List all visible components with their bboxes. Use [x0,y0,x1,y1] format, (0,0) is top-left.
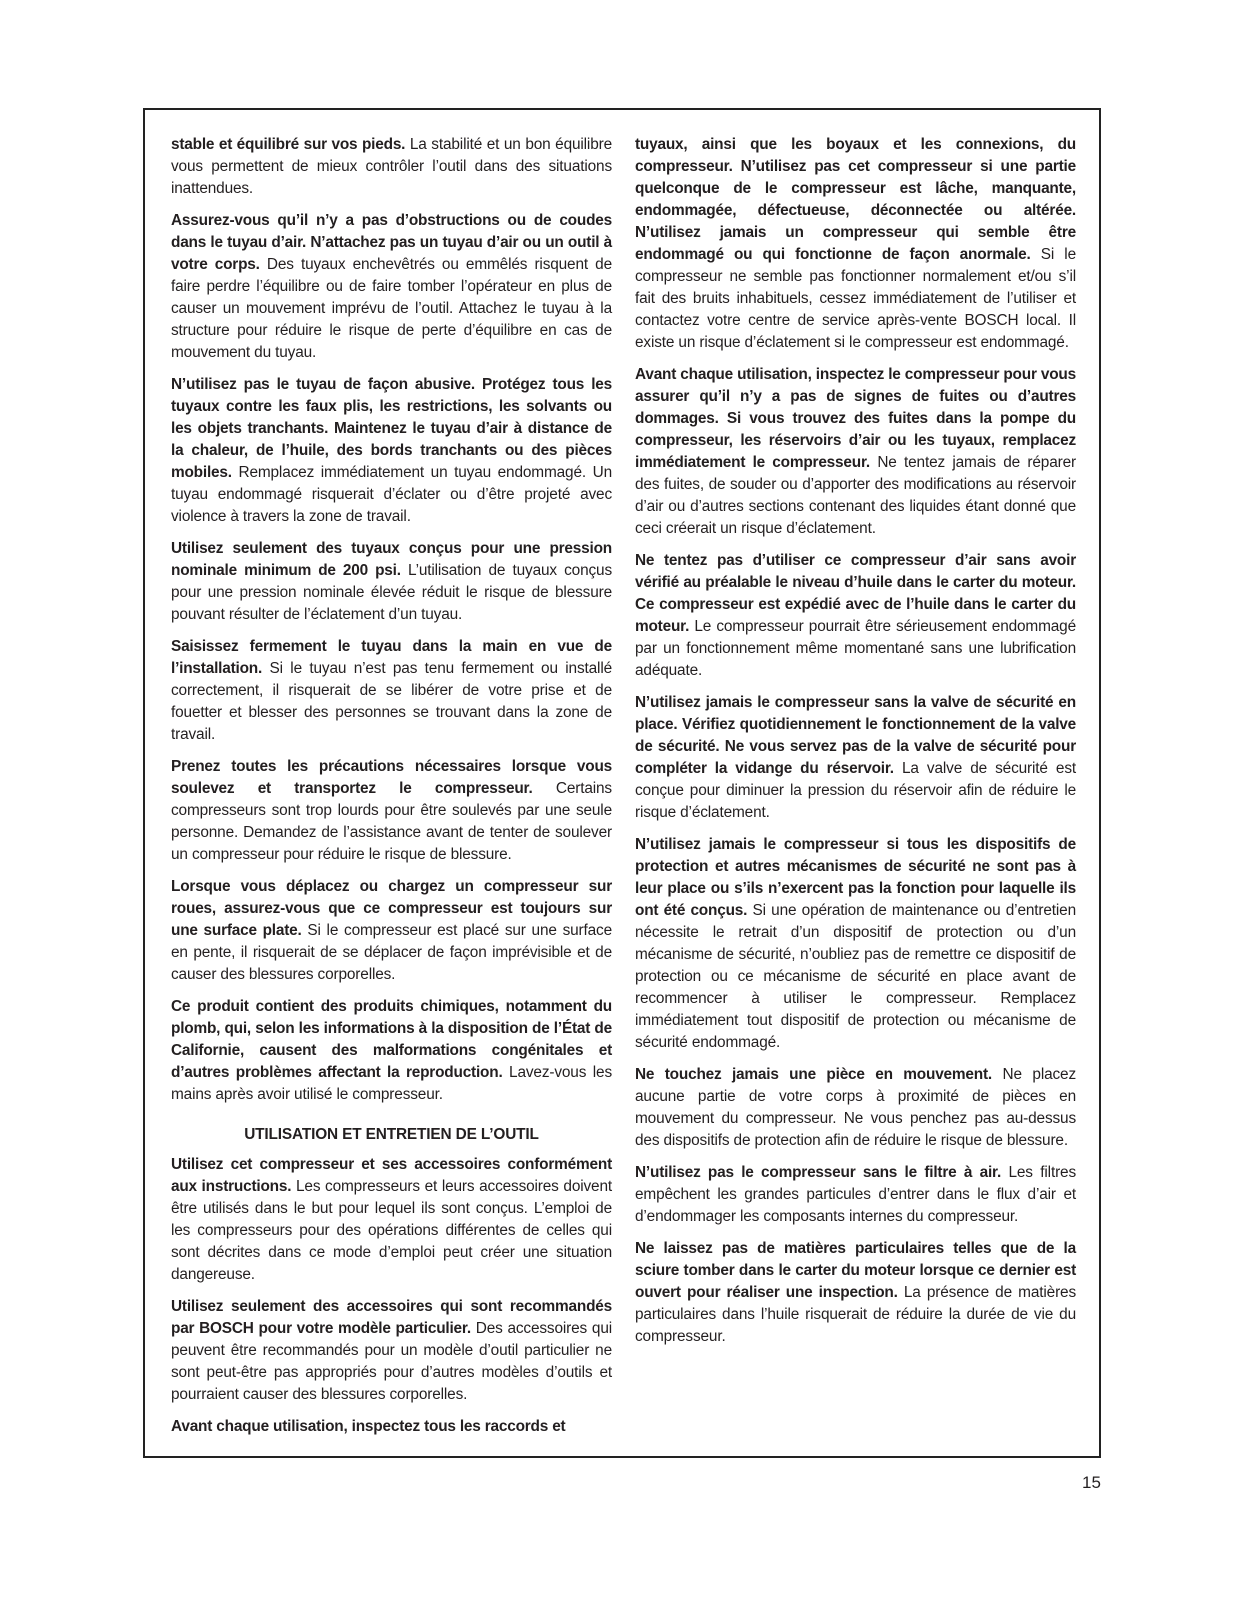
paragraph-stability [171,134,612,200]
paragraph-hose-rating [171,538,612,626]
body-text: La présence de matières particulaires dans l’huile risquerait de réduire la durée de vie du compresseur. [635,1284,1076,1345]
body-text: L’utilisation de tuyaux conçus pour une pression nominale élevée réduit le risque de blessure pouvant résulter de l’éclatement d’un tuyau. [171,562,612,623]
body-text: La valve de sécurité est conçue pour diminuer la pression du réservoir afin de réduire le risque d’éclatement. [635,760,1077,821]
body-text: Les compresseurs et leurs accessoires doivent être utilisés dans le but pour lequel ils sont conçus. L’emploi de les compresseurs pour des opérations différentes de celles qui sont décrites dans ce mode d’emploi peut créer une situation dangereuse. [171,1178,612,1283]
bold-lead: Avant chaque utilisation, inspectez le compresseur pour vous assurer qu’il n’y a pas de signes de fuites ou d’autres dommages. Si vous trouvez des fuites dans la pompe du compresseur, les réservoirs d’air ou les tuyaux, remplacez immédiatement le compresseur. [635,366,1076,471]
body-text: Ne tentez jamais de réparer des fuites, de souder ou d’apporter des modifications au réservoir d’air ou d’autres sections contenant des liquides étant donné que ceci créerait un risque d’éclatement. [635,454,1076,537]
bold-lead: stable et équilibré sur vos pieds. [171,136,406,153]
paragraph-instructions [171,1154,612,1286]
paragraph-hose-abuse [171,374,612,528]
left-column [171,134,612,1448]
bold-lead: Ne laissez pas de matières particulaires telles que de la sciure tomber dans le carter du moteur lorsque ce dernier est ouvert pour réaliser une inspection. [635,1240,1076,1301]
body-text: Des tuyaux enchevêtrés ou emmêlés risquent de faire perdre l’équilibre ou de faire tomber l’opérateur en plus de causer un mouvement imprévu de l’outil. Attachez le tuyau à la structure pour réduire le risque de perte d’équilibre en cas de mouvement du tuyau. [171,256,612,361]
paragraph-wheels [171,876,612,986]
paragraph-damaged-compressor [635,134,1076,354]
body-text: Le compresseur pourrait être sérieusement endommagé par un fonctionnement même momentané sans une lubrification adéquate. [635,618,1076,679]
body-text: Si une opération de maintenance ou d’entretien nécessite le retrait d’un dispositif de protection ou d’un mécanisme de sécurité, n’oubliez pas de remettre ce dispositif de protection ou ce mécanisme de sécurité en place avant de recommencer à utiliser le compresseur. Remplacez immédiatement tout dispositif de protection ou mécanisme de sécurité endommagé. [635,902,1076,1051]
body-text: Si le compresseur ne semble pas fonctionner normalement et/ou s’il fait des bruits inhabituels, cessez immédiatement de l’utiliser et contactez votre centre de service après-vente BOSCH local. Il existe un risque d’éclatement si le compresseur est endommagé. [635,246,1076,351]
body-text: Ne placez aucune partie de votre corps à proximité de pièces en mouvement du compresseur. Ne vous penchez pas au-dessus des dispositifs de protection afin de réduire le risque de blessure. [635,1066,1076,1149]
bold-lead: N’utilisez pas le tuyau de façon abusive. Protégez tous les tuyaux contre les faux plis, les restrictions, les solvants ou les objets tranchants. Maintenez le tuyau d’air à distance de la chaleur, de l’huile, des bords tranchants ou des pièces mobiles. [171,376,612,481]
bold-lead: Utilisez seulement des accessoires qui sont recommandés par BOSCH pour votre modèle particulier. [171,1298,612,1337]
bold-lead: Utilisez seulement des tuyaux conçus pour une pression nominale minimum de 200 psi. [171,540,612,579]
body-text: Les filtres empêchent les grandes particules d’entrer dans le flux d’air et d’endommager les composants internes du compresseur. [635,1164,1076,1225]
body-text: La stabilité et un bon équilibre vous permettent de mieux contrôler l’outil dans des situations inattendues. [171,136,612,197]
paragraph-accessories [171,1296,612,1406]
body-text: Si le compresseur est placé sur une surface en pente, il risquerait de se déplacer de façon imprévisible et de causer des blessures corporelles. [171,922,612,983]
paragraph-leaks [635,364,1076,540]
bold-lead: N’utilisez jamais le compresseur si tous les dispositifs de protection et autres mécanismes de sécurité ne sont pas à leur place ou s’ils n’exercent pas la fonction pour laquelle ils ont été conçus. [635,836,1076,919]
bold-lead: Assurez-vous qu’il n’y a pas d’obstructions ou de coudes dans le tuyau d’air. N’attachez pas un tuyau d’air ou un outil à votre corps. [171,212,612,273]
paragraph-hose-obstructions [171,210,612,364]
paragraph-hose-grip [171,636,612,746]
paragraph-chemicals [171,996,612,1106]
section-heading: UTILISATION ET ENTRETIEN DE L’OUTIL [244,1126,539,1143]
bold-lead: Saisissez fermement le tuyau dans la main en vue de l’installation. [171,638,612,677]
body-text: Des accessoires qui peuvent être recommandés pour un modèle d’outil particulier ne sont peut-être pas appropriés pour d’autres modèles d’outils et pourraient causer des blessures corporelles. [171,1320,612,1403]
paragraph-safety-valve [635,692,1076,824]
body-text: Certains compresseurs sont trop lourds pour être soulevés par une seule personne. Demandez de l’assistance avant de tenter de soulever un compresseur pour réduire le risque de blessure. [171,780,612,863]
paragraph-air-filter [635,1162,1076,1228]
paragraph-oil-level [635,550,1076,682]
bold-lead: tuyaux, ainsi que les boyaux et les connexions, du compresseur. N’utilisez pas cet compresseur si une partie quelconque de le compresseur est lâche, manquante, endommagée, défectueuse, déconnectée ou altérée. N’utilisez jamais un compresseur qui semble être endommagé ou qui fonctionne de façon anormale. [635,136,1076,263]
bold-lead: Ce produit contient des produits chimiques, notamment du plomb, qui, selon les informations à la disposition de l’État de Californie, causent des malformations congénitales et d’autres problèmes affectant la reproduction. [171,998,612,1081]
bold-lead: Ne tentez pas d’utiliser ce compresseur d’air sans avoir vérifié au préalable le niveau d’huile dans le carter du moteur. Ce compresseur est expédié avec de l’huile dans le carter du moteur. [635,552,1076,635]
bold-lead: N’utilisez jamais le compresseur sans la valve de sécurité en place. Vérifiez quotidiennement le fonctionnement de la valve de sécurité. Ne vous servez pas de la valve de sécurité pour compléter la vidange du réservoir. [635,694,1076,777]
right-column [635,134,1076,1358]
bold-lead: N’utilisez pas le compresseur sans le filtre à air. [635,1164,1002,1181]
paragraph-lifting [171,756,612,866]
body-text: Remplacez immédiatement un tuyau endommagé. Un tuyau endommagé risquerait d’éclater ou d’être projeté avec violence à travers la zone de travail. [171,464,612,525]
paragraph-particulates [635,1238,1076,1348]
paragraph-inspect-fittings [171,1416,612,1438]
bold-lead: Lorsque vous déplacez ou chargez un compresseur sur roues, assurez-vous que ce compresseur est toujours sur une surface plate. [171,878,612,939]
page-number: 15 [1082,1473,1101,1492]
bold-lead: Ne touchez jamais une pièce en mouvement. [635,1066,992,1083]
paragraph-guards [635,834,1076,1054]
body-text: Si le tuyau n’est pas tenu fermement ou installé correctement, il risquerait de se libérer de votre prise et de fouetter et blesser des personnes se trouvant dans la zone de travail. [171,660,612,743]
body-text: Lavez-vous les mains après avoir utilisé le compresseur. [171,1064,612,1103]
bold-lead: Prenez toutes les précautions nécessaires lorsque vous soulevez et transportez le compresseur. [171,758,612,797]
paragraph-moving-parts [635,1064,1076,1152]
bold-lead: Utilisez cet compresseur et ses accessoires conformément aux instructions. [171,1156,612,1195]
bold-lead: Avant chaque utilisation, inspectez tous les raccords et [171,1418,566,1435]
